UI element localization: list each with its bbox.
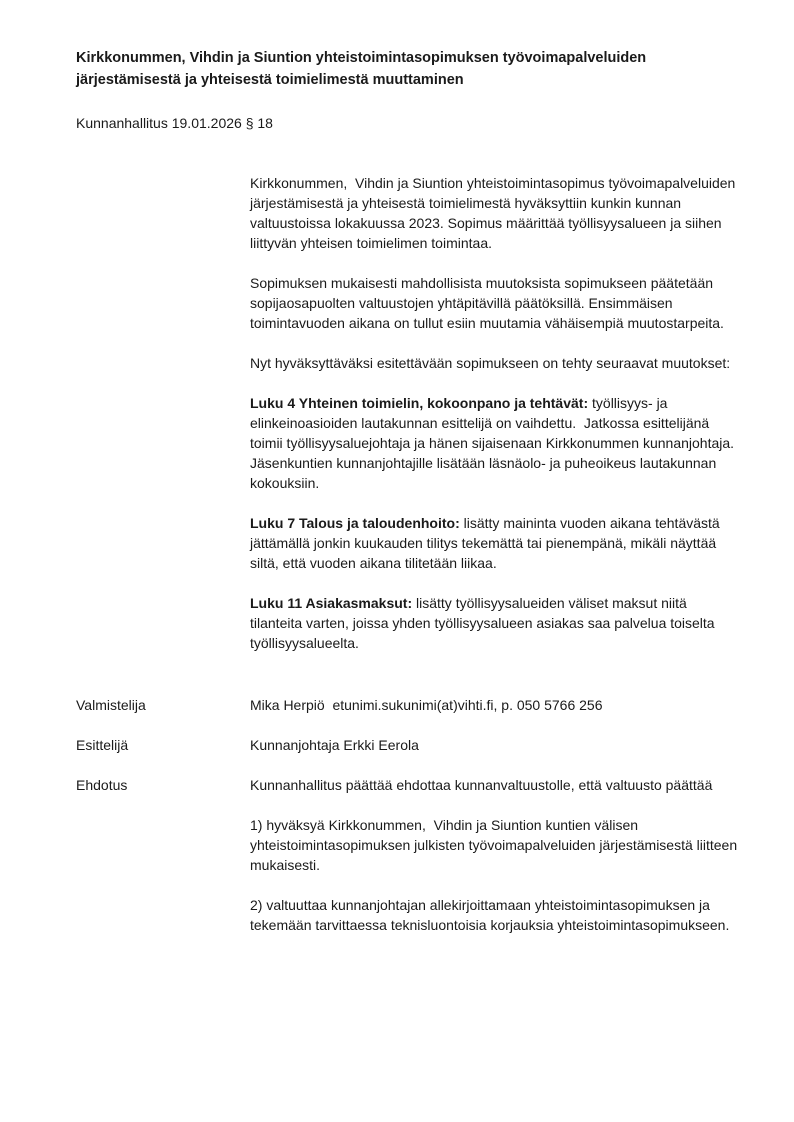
proposal-item-1: 1) hyväksyä Kirkkonummen, Vihdin ja Siuntion kuntien välisen yhteistoimintasopimuksen julkisten työvoimapalveluiden järjestämisestä liitteen mukaisesti. bbox=[250, 817, 742, 873]
field-row-valmistelija bbox=[76, 695, 746, 715]
field-label-valmistelija: Valmistelija bbox=[76, 697, 146, 713]
field-value-esittelija: Kunnanjohtaja Erkki Eerola bbox=[250, 737, 419, 753]
intro-paragraph-2: Sopimuksen mukaisesti mahdollisista muutoksista sopimukseen päätetään sopijaosapuolten valtuustojen yhtäpitävillä päätöksillä. Ensimmäisen toimintavuoden aikana on tullut esiin muutamia vähäisempiä muutostarpeita. bbox=[250, 275, 724, 331]
document-title: Kirkkonummen, Vihdin ja Siuntion yhteistoimintasopimuksen työvoimapalveluiden järjestämisestä ja yhteisestä toimielimestä muuttaminen bbox=[76, 50, 651, 88]
field-row-ehdotus bbox=[76, 775, 746, 795]
section-luku-4 bbox=[250, 393, 740, 493]
section-luku-11-lead: Luku 11 Asiakasmaksut: bbox=[250, 595, 413, 611]
field-label-esittelija: Esittelijä bbox=[76, 737, 129, 753]
section-luku-7-lead: Luku 7 Talous ja taloudenhoito: bbox=[250, 515, 460, 531]
field-value-valmistelija: Mika Herpiö etunimi.sukunimi(at)vihti.fi, p. 050 5766 256 bbox=[250, 697, 603, 713]
body-text-column bbox=[250, 173, 740, 653]
intro-paragraph-3: Nyt hyväksyttäväksi esitettävään sopimukseen on tehty seuraavat muutokset: bbox=[250, 355, 731, 371]
section-luku-11 bbox=[250, 593, 740, 653]
section-luku-7 bbox=[250, 513, 740, 573]
document-reference: Kunnanhallitus 19.01.2026 § 18 bbox=[76, 115, 273, 131]
intro-paragraph-1: Kirkkonummen, Vihdin ja Siuntion yhteistoimintasopimus työvoimapalveluiden järjestämisestä ja yhteisestä toimielimestä hyväksyttiin kunkin kunnan valtuustoissa lokakuussa 2023. Sopimus määrittää työllisyysalueen ja siihen liittyvän yhteisen toimielimen toimintaa. bbox=[250, 175, 740, 251]
section-luku-4-text: työllisyys- ja elinkeinoasioiden lautakunnan esittelijä on vaihdettu. Jatkossa esittelijänä toimii työllisyysaluejohtaja ja hänen sijaisenaan Kirkkonummen kunnanjohtaja. Jäsenkuntien kunnanjohtajille lisätään läsnäolo- ja puheoikeus lautakunnan kokouksiin. bbox=[250, 395, 742, 491]
section-luku-4-lead: Luku 4 Yhteinen toimielin, kokoonpano ja tehtävät: bbox=[250, 395, 589, 411]
section-luku-7-text: lisätty maininta vuoden aikana tehtävästä jättämällä jonkin kuukauden tilitys tekemättä tai pienempänä, mikäli näyttää siltä, että vuoden aikana tilitetään liikaa. bbox=[250, 515, 724, 571]
section-luku-11-text: lisätty työllisyysalueiden väliset maksut niitä tilanteita varten, joissa yhden työllisyysalueen asiakas saa palvelua toiselta työllisyysalueelta. bbox=[250, 595, 719, 651]
field-value-ehdotus: Kunnanhallitus päättää ehdottaa kunnanvaltuustolle, että valtuusto päättää bbox=[250, 777, 713, 793]
metadata-fields bbox=[76, 695, 746, 795]
proposal-items bbox=[250, 815, 740, 935]
field-label-ehdotus: Ehdotus bbox=[76, 777, 128, 793]
field-row-esittelija bbox=[76, 735, 746, 755]
proposal-item-2: 2) valtuuttaa kunnanjohtajan allekirjoittamaan yhteistoimintasopimuksen ja tekemään tarvittaessa teknisluontoisia korjauksia yhteistoimintasopimukseen. bbox=[250, 897, 730, 933]
